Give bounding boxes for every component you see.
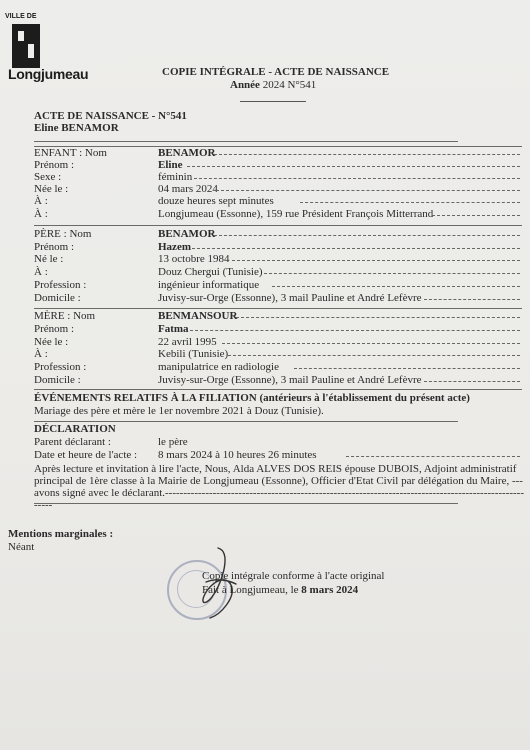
- mentions-title: Mentions marginales :: [8, 528, 114, 540]
- mere-nee: 22 avril 1995: [158, 336, 217, 348]
- logo-city-name: Longjumeau: [8, 66, 89, 82]
- fill-dashes: [216, 190, 520, 191]
- date-acte-label: Date et heure de l'acte :: [34, 449, 138, 461]
- fill-dashes: [192, 248, 520, 249]
- mere-nee-label: Née le :: [34, 336, 69, 348]
- fill-dashes: [228, 355, 520, 356]
- divider: [34, 503, 458, 504]
- acte-name: Eline BENAMOR: [34, 122, 119, 134]
- fill-dashes: [346, 456, 520, 457]
- divider: [34, 146, 522, 147]
- enfant-nee-label: Née le :: [34, 183, 69, 195]
- pere-domicile-label: Domicile :: [34, 292, 81, 304]
- enfant-prenom: Eline: [158, 159, 183, 171]
- title-underline: [240, 101, 306, 102]
- mere-lieu: Kebili (Tunisie): [158, 348, 229, 360]
- pere-ne: 13 octobre 1984: [158, 253, 230, 265]
- enfant-heure: douze heures sept minutes: [158, 195, 274, 207]
- date-acte: 8 mars 2024 à 10 heures 26 minutes: [158, 449, 317, 461]
- document-subtitle: [230, 79, 316, 91]
- mere-prenom-label: Prénom :: [34, 323, 75, 335]
- fill-dashes: [194, 178, 520, 179]
- mentions-text: Néant: [8, 541, 35, 553]
- divider: [34, 225, 522, 226]
- signature-icon: [188, 542, 248, 622]
- pere-prenom: Hazem: [158, 241, 191, 253]
- enfant-nom-label: ENFANT : Nom: [34, 147, 107, 159]
- mere-domicile: Juvisy-sur-Orge (Essonne), 3 mail Pauline et André Lefèvre: [158, 374, 422, 386]
- declaration-title: DÉCLARATION: [34, 423, 116, 435]
- subtitle-value: 2024 N°541: [262, 79, 317, 91]
- pere-ne-label: Né le :: [34, 253, 64, 265]
- pere-a-label: À :: [34, 266, 48, 278]
- mere-domicile-label: Domicile :: [34, 374, 81, 386]
- evenements-title: ÉVÉNEMENTS RELATIFS À LA FILIATION (antérieurs à l'établissement du présent acte): [34, 392, 470, 404]
- pere-domicile: Juvisy-sur-Orge (Essonne), 3 mail Pauline et André Lefèvre: [158, 292, 422, 304]
- enfant-sexe: féminin: [158, 171, 193, 183]
- fill-dashes: [236, 317, 520, 318]
- enfant-nee: 04 mars 2024: [158, 183, 218, 195]
- divider: [34, 141, 458, 142]
- fill-dashes: [432, 215, 520, 216]
- enfant-lieu: Longjumeau (Essonne), 159 rue Président François Mitterrand: [158, 208, 434, 220]
- logo-city-label: VILLE DE: [5, 13, 37, 20]
- enfant-prenom-label: Prénom :: [34, 159, 75, 171]
- subtitle-prefix: Année: [230, 79, 260, 91]
- fill-dashes: [222, 343, 520, 344]
- pere-prenom-label: Prénom :: [34, 241, 75, 253]
- enfant-sexe-label: Sexe :: [34, 171, 62, 183]
- pere-nom-label: PÈRE : Nom: [34, 228, 92, 240]
- divider: [34, 389, 522, 390]
- declaration-paragraph: Après lecture et invitation à lire l'acte, Nous, Alda ALVES DOS REIS épouse DUBOIS, Adjoint administratif principal de 1ère classe à la Mairie de Longjumeau (Essonne), Officier d'Etat Civil par délégation du Maire, --- avons signé avec le déclarant.-------------------------------------------------------------------------------------------------------: [34, 463, 525, 511]
- mere-profession: manipulatrice en radiologie: [158, 361, 279, 373]
- divider: [34, 421, 458, 422]
- enfant-a1-label: À :: [34, 195, 48, 207]
- fill-dashes: [187, 166, 520, 167]
- city-logo-icon: [12, 24, 40, 68]
- pere-profession-label: Profession :: [34, 279, 87, 291]
- enfant-nom: BENAMOR: [158, 147, 216, 159]
- fill-dashes: [214, 235, 520, 236]
- closing-date: 8 mars 2024: [301, 584, 359, 596]
- closing-line-2: Fait à Longjumeau, le 8 mars 2024: [202, 584, 359, 596]
- fill-dashes: [264, 273, 520, 274]
- mere-nom: BENMANSOUR: [158, 310, 238, 322]
- document-title: COPIE INTÉGRALE - ACTE DE NAISSANCE: [162, 66, 390, 78]
- pere-nom: BENAMOR: [158, 228, 216, 240]
- fill-dashes: [424, 381, 520, 382]
- parent-declarant: le père: [158, 436, 188, 448]
- acte-number: ACTE DE NAISSANCE - N°541: [34, 110, 187, 122]
- fill-dashes: [190, 330, 520, 331]
- fill-dashes: [214, 154, 520, 155]
- divider: [34, 308, 522, 309]
- fill-dashes: [272, 286, 520, 287]
- mere-nom-label: MÈRE : Nom: [34, 310, 96, 322]
- fill-dashes: [300, 202, 520, 203]
- pere-lieu: Douz Chergui (Tunisie): [158, 266, 263, 278]
- fill-dashes: [294, 368, 520, 369]
- mere-a-label: À :: [34, 348, 48, 360]
- parent-declarant-label: Parent déclarant :: [34, 436, 111, 448]
- enfant-a2-label: À :: [34, 208, 48, 220]
- evenements-text: Mariage des père et mère le 1er novembre 2021 à Douz (Tunisie).: [34, 405, 324, 417]
- closing-line-1: Copie intégrale conforme à l'acte original: [202, 570, 385, 582]
- mere-prenom: Fatma: [158, 323, 189, 335]
- pere-profession: ingénieur informatique: [158, 279, 260, 291]
- fill-dashes: [424, 299, 520, 300]
- fill-dashes: [232, 260, 520, 261]
- mere-profession-label: Profession :: [34, 361, 87, 373]
